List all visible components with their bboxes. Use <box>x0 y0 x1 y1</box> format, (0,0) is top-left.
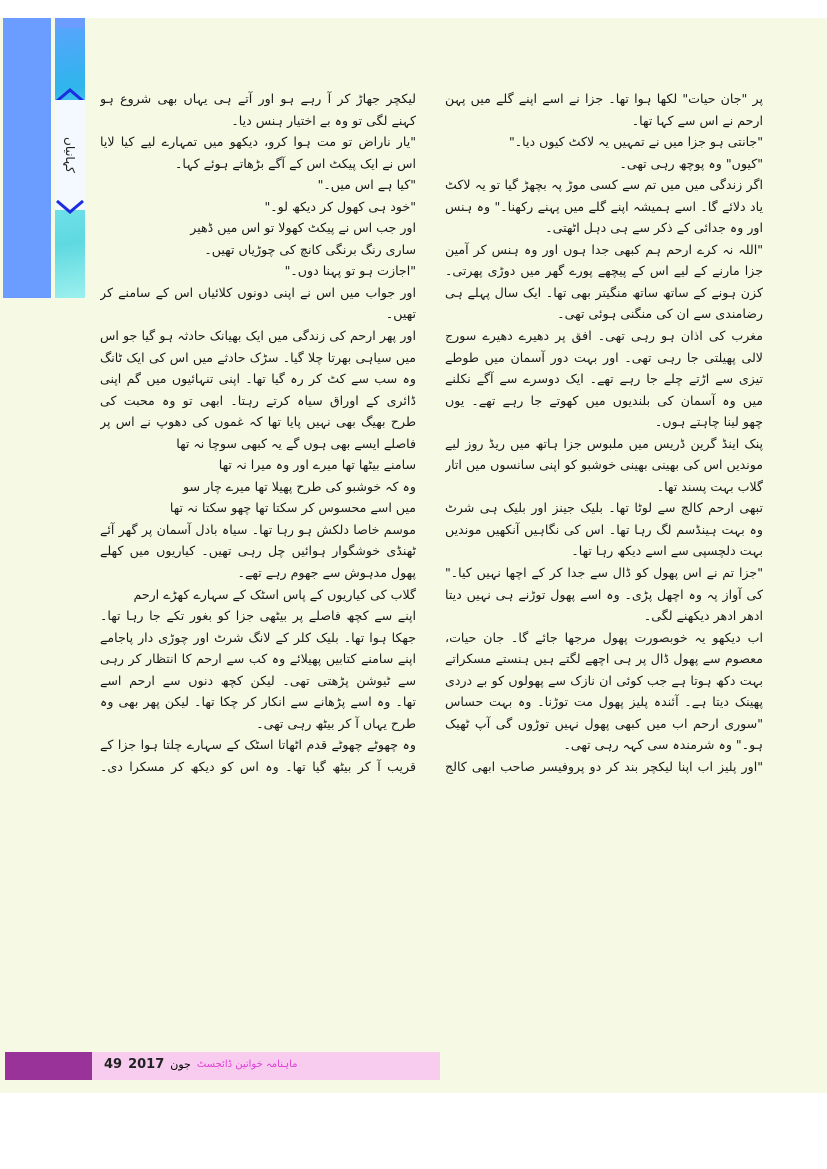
text-line: "جزا تم نے اس پھول کو ڈال سے جدا کر کے اچھا نہیں کیا۔" <box>445 565 763 581</box>
text-line: ڈائری کے اوراق سیاہ کرتے رہتا۔ ابھی تو وہ محبت کی <box>100 392 416 408</box>
text-line: ٹھنڈی خوشگوار ہوائیں چل رہی تھیں۔ کیاریوں میں کھلے <box>100 543 416 559</box>
text-line: کزن ہونے کے ساتھ ساتھ منگیتر بھی تھا۔ ایک سال پہلے ہی <box>445 284 763 300</box>
footer <box>92 1052 440 1080</box>
footer-color-block <box>5 1052 92 1080</box>
text-line: لالی پھیلتی جا رہی تھی۔ اور بہت دور آسمان میں طوطے <box>445 349 763 365</box>
text-line: بہت دلچسپی سے اسے دیکھ رہا تھا۔ <box>571 543 763 559</box>
text-line: قریب آ کر بیٹھ گیا تھا۔ وہ اس کو دیکھ کر مسکرا دی۔ <box>100 758 416 774</box>
text-line: میں وہ آسمان کی بلندیوں میں کھوتے جا رہے تھے۔ یوں <box>445 392 763 408</box>
text-line: طرح یہاں آ کر بیٹھ رہی تھی۔ <box>256 715 416 731</box>
section-tab <box>55 100 85 210</box>
text-line: اگر زندگی میں میں تم سے کسی موڑ پہ بچھڑ گیا تو یہ لاکٹ <box>445 177 763 193</box>
text-line: وہ سب سے کٹ کر رہ گیا تھا۔ اپنی تنہائیوں میں گم اپنی <box>100 371 416 387</box>
text-line: جزا مارنے کے لیے اس کے پیچھے پورے گھر میں دوڑی پھرتی۔ <box>445 263 763 279</box>
text-line: اور وہ جدائی کے ذکر سے ہی دہل اٹھتی۔ <box>545 220 763 236</box>
text-line: وہ چھوٹے چھوٹے قدم اٹھاتا اسٹک کے سہارے چلتا ہوا جزا کے <box>100 737 416 753</box>
text-line: معصوم سے پھول ڈال پر ہی اچھے لگتے ہیں ہنستے مسکراتے <box>445 651 763 667</box>
text-line: تبھی ارحم کالج سے لوٹا تھا۔ بلیک جینز اور بلیک ہی شرٹ <box>445 500 763 516</box>
text-line: گلاب بہت پسند تھا۔ <box>656 478 763 494</box>
text-line: ساری رنگ برنگی کانچ کی چوڑیاں تھیں۔ <box>204 241 416 257</box>
text-line: "اور پلیز اب اپنا لیکچر بند کر دو پروفیسر صاحب ابھی کالج <box>445 758 763 774</box>
text-line: "خود ہی کھول کر دیکھ لو۔" <box>264 198 416 214</box>
text-line: بہت دکھ ہوتا ہے جب کوئی ان نازک سے پھولوں کو بے دردی <box>445 672 763 688</box>
text-line: "کیوں" وہ پوچھ رہی تھی۔ <box>619 155 763 171</box>
text-line: جھکا ہوا تھا۔ بلیک کلر کے لانگ شرٹ اور چوڑی دار پاجامے <box>100 629 416 645</box>
text-line: رضامندی سے ان کی منگنی ہوئی تھی۔ <box>557 306 763 322</box>
page-number: 49 <box>104 1057 123 1072</box>
text-line: اس نے ایک پیکٹ اس کے آگے بڑھاتے ہوئے کہا۔ <box>175 155 416 171</box>
text-line: "اللہ نہ کرے ارحم ہم کبھی جدا ہوں اور وہ ہنس کر آمین <box>445 241 763 257</box>
text-line: گلاب کی کیاریوں کے پاس اسٹک کے سہارے کھڑے ارحم <box>133 586 416 602</box>
text-line: موندیں اس کی بھینی بھینی خوشبو کو اپنی سانسوں میں اتار <box>445 457 763 473</box>
text-line: وہ بہت ہینڈسم لگ رہا تھا۔ اس کی نگاہیں آنکھیں موندیں <box>445 521 763 537</box>
text-line: اپنے سے کچھ فاصلے پر بیٹھی جزا کو بغور تکے جا رہا تھا۔ <box>100 608 416 624</box>
text-line: یاد دلائے گا۔ اسے ہمیشہ اپنے گلے میں پہنے رکھنا۔" وہ ہنس <box>445 198 763 214</box>
text-line: "سوری ارحم اب میں کبھی پھول نہیں توڑوں گی آپ ٹھیک <box>445 715 763 731</box>
text-line: طرح بھیگ بھی نہیں پایا تھا کہ غموں کی دھوپ نے اس پر <box>100 414 416 430</box>
text-line: اور جب اس نے پیکٹ کھولا تو اس میں ڈھیر <box>190 220 416 236</box>
side-color-bar <box>3 18 51 298</box>
text-line: پنک اینڈ گرین ڈریس میں ملبوس جزا ہاتھ میں ریڈ روز لیے <box>445 435 763 451</box>
text-line: چھو لینا چاہتے ہوں۔ <box>654 414 763 430</box>
text-line: فاصلے ایسے بھی ہوں گے یہ کبھی سوچا نہ تھا <box>176 435 416 451</box>
text-column-right <box>445 88 763 778</box>
text-line: وہ کہ خوشبو کی طرح پھیلا تھا میرے چار سو <box>182 478 416 494</box>
text-line: پر "جان حیات" لکھا ہوا تھا۔ جزا نے اسے اپنے گلے میں پہن <box>445 91 763 106</box>
text-column-left <box>100 88 416 778</box>
text-line: ارحم نے اس سے کہا تھا۔ <box>631 112 763 128</box>
text-line: کہنے لگی تو وہ بے اختیار ہنس دیا۔ <box>231 112 416 128</box>
text-line: میں سیاہی بھرتا چلا گیا۔ سڑک حادثے میں اس کی ایک ٹانگ <box>100 349 416 365</box>
text-line: پھول مدہوش سے جھوم رہے تھے۔ <box>237 565 416 581</box>
text-line: "کیا ہے اس میں۔" <box>317 177 416 193</box>
text-line: ادھر ادھر دیکھنے لگی۔ <box>643 608 763 624</box>
magazine-name: ماہنامہ خواتین ڈائجسٹ <box>196 1059 298 1070</box>
text-line: پھینک دیتا ہے۔ آئندہ پلیز پھول مت توڑنا۔ وہ بہت حساس <box>445 694 763 710</box>
text-line: اب دیکھو یہ خوبصورت پھول مرجھا جائے گا۔ جان حیات، <box>445 629 763 645</box>
text-line: اور جواب میں اس نے اپنی دونوں کلائیاں اس کے سامنے کر <box>100 284 416 300</box>
text-line: سامنے بیٹھا تھا میرے اور وہ میرا نہ تھا <box>218 457 416 473</box>
text-line: مغرب کی اذان ہو رہی تھی۔ افق پر دھیرے دھیرے سورج <box>445 328 763 344</box>
text-line: میں اسے محسوس کر سکتا تھا چھو سکتا نہ تھا <box>169 500 416 516</box>
text-line: اور پھر ارحم کی زندگی میں ایک بھیانک حادثہ ہو گیا جو اس <box>100 328 416 344</box>
issue-year: 2017 <box>128 1057 165 1072</box>
text-line: تھا۔ وہ اسے پڑھانے سے انکار کر چکا تھا۔ لیکن پھر بھی وہ <box>100 694 416 710</box>
issue-month: جون <box>170 1058 191 1071</box>
text-line: اپنے سامنے کتابیں پھیلائے وہ کب سے ارحم کا انتظار کر رہی <box>100 651 416 667</box>
text-line: تھیں۔ <box>385 306 416 322</box>
text-line: ہو۔" وہ شرمندہ سی کہہ رہی تھی۔ <box>563 737 763 753</box>
text-line: "یار ناراض تو مت ہوا کرو، دیکھو میں تمہارے لیے کیا لایا <box>100 134 416 150</box>
text-line: سے ٹیوشن پڑھتی تھی۔ لیکن کچھ دنوں سے ارحم اسے <box>100 672 416 688</box>
text-line: "جانتی ہو جزا میں نے تمہیں یہ لاکٹ کیوں دیا۔" <box>508 134 763 150</box>
text-line: لیکچر جھاڑ کر آ رہے ہو اور آتے ہی یہاں بھی شروع ہو <box>100 91 416 106</box>
chevron-down-icon <box>55 200 85 214</box>
text-line: کی آواز پہ وہ اچھل پڑی۔ وہ اسے پھول توڑنے ہی نہیں دیتا <box>445 586 763 602</box>
text-line: تیزی سے اڑتے چلے جا رہے تھے۔ ایک دوسرے سے آگے نکلنے <box>445 371 763 387</box>
text-line: "اجازت ہو تو پہنا دوں۔" <box>284 263 416 279</box>
text-line: موسم خاصا دلکش ہو رہا تھا۔ سیاہ بادل آسمان پر گھر آئے <box>100 521 416 537</box>
section-tab-label: کہانیاں <box>63 137 77 173</box>
